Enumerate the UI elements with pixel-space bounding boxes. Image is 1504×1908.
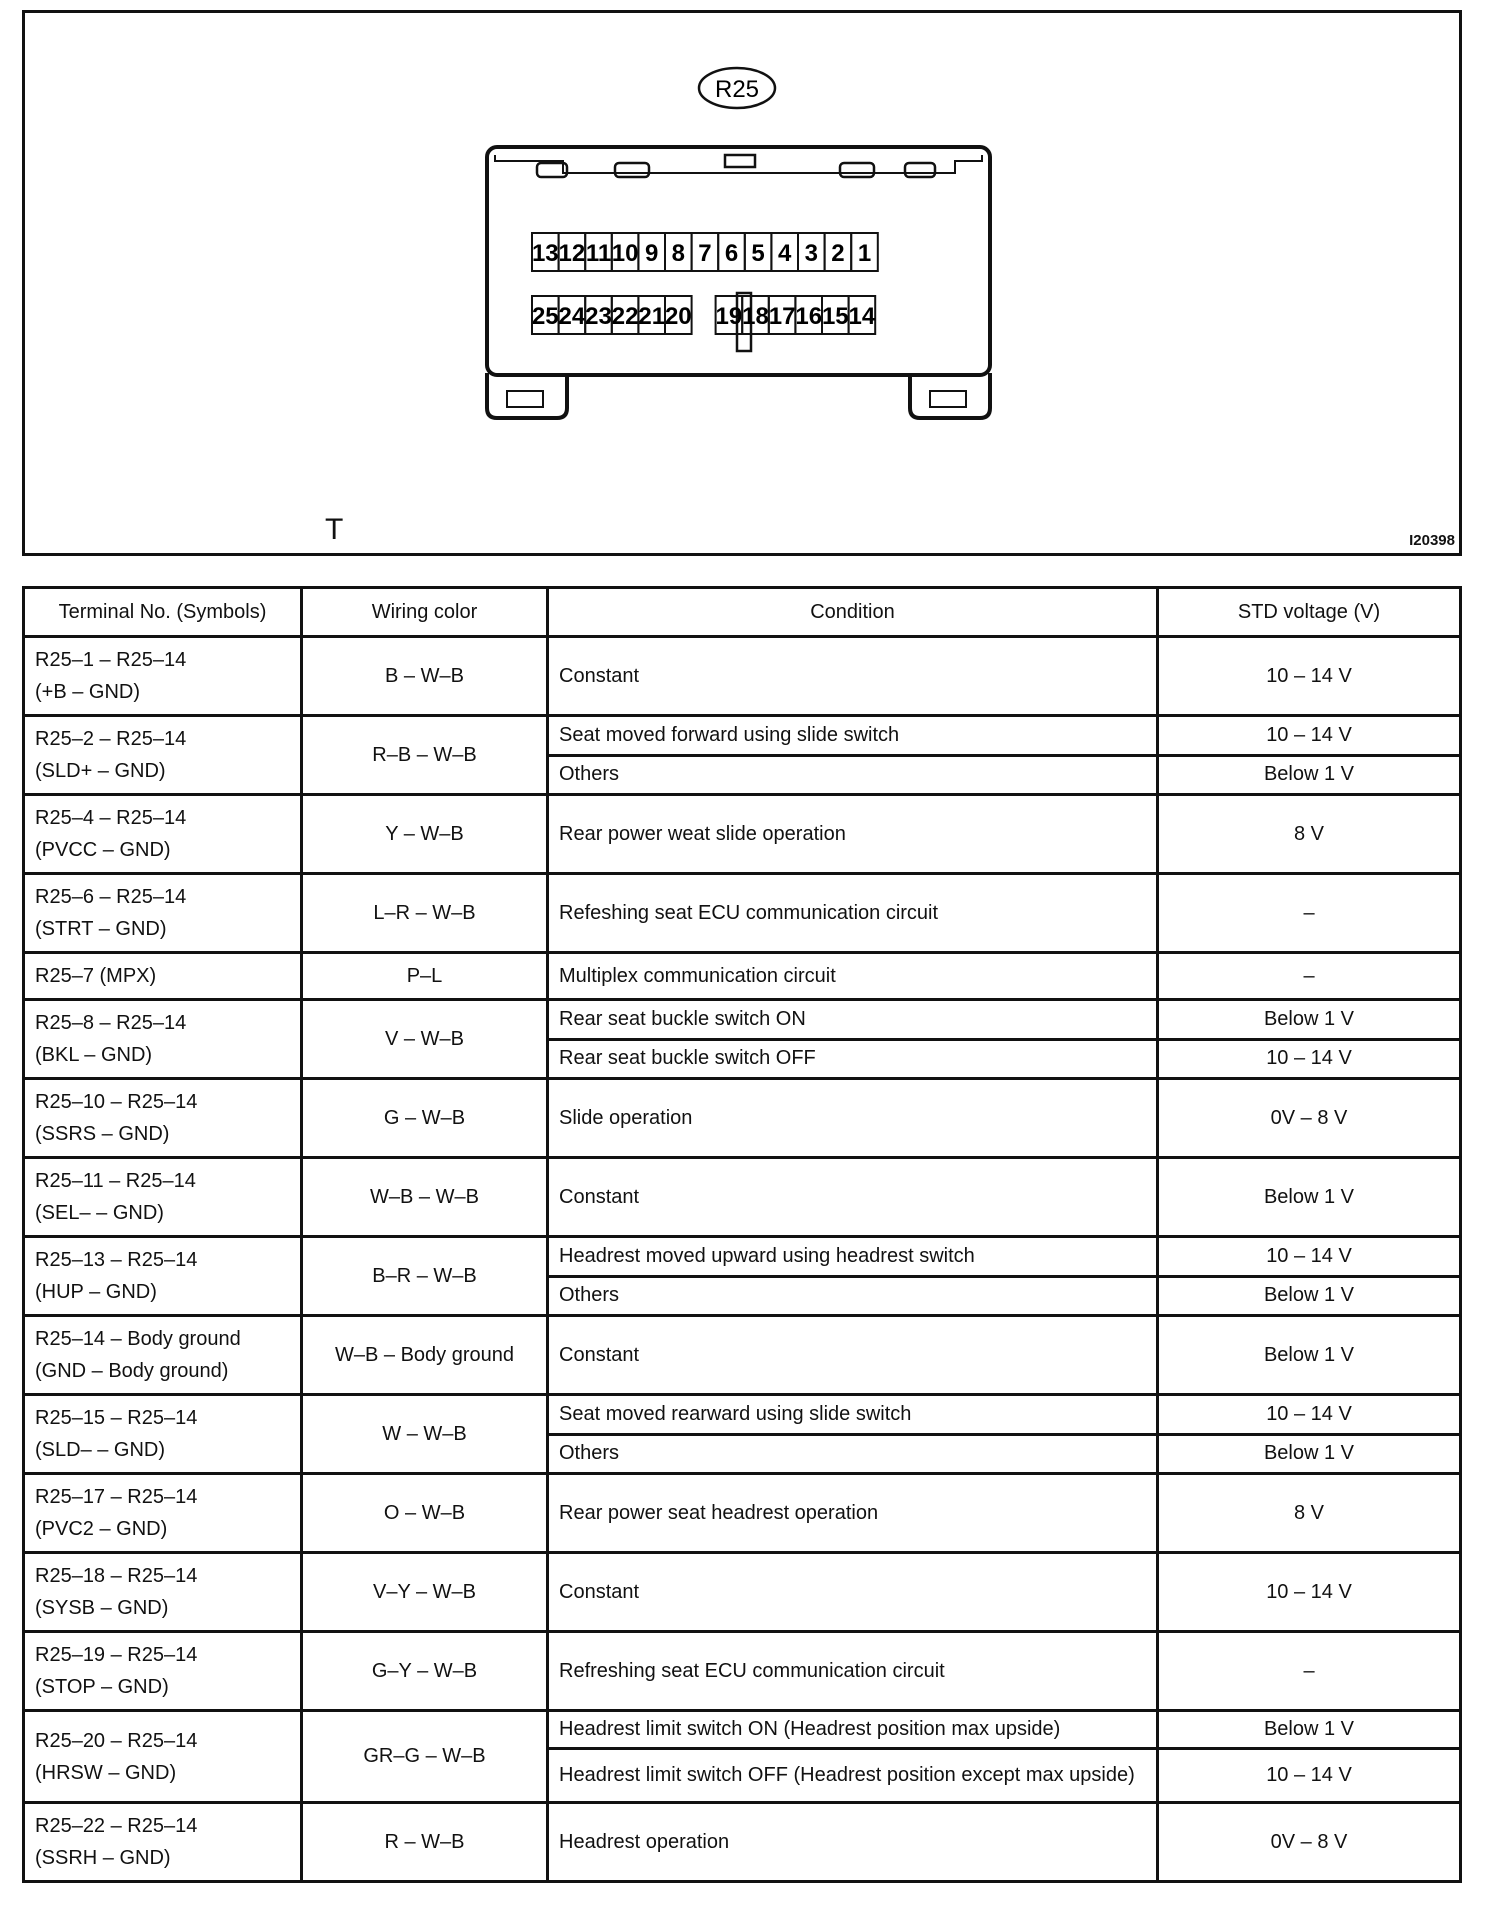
terminal-symbols: (BKL – GND) xyxy=(35,1044,153,1066)
table-row xyxy=(24,716,1461,756)
table-row xyxy=(24,795,1461,874)
std-voltage-cell: 10 – 14 V xyxy=(1158,1395,1461,1435)
table-row xyxy=(24,1237,1461,1277)
std-voltage-cell: Below 1 V xyxy=(1158,1276,1461,1316)
terminal-number: R25–20 – R25–14 xyxy=(35,1729,198,1752)
std-voltage-cell: 8 V xyxy=(1158,795,1461,874)
pin-number: 11 xyxy=(585,240,612,267)
terminal-symbols: (SEL– – GND) xyxy=(35,1202,164,1224)
terminal-cell xyxy=(24,637,302,716)
table-row xyxy=(24,1711,1461,1749)
std-voltage-cell: 10 – 14 V xyxy=(1158,716,1461,756)
terminal-symbols: (SYSB – GND) xyxy=(35,1597,169,1619)
connector-drawing xyxy=(25,13,1459,553)
wiring-color-cell: W–B – Body ground xyxy=(302,1316,548,1395)
wiring-color-cell: G – W–B xyxy=(302,1079,548,1158)
terminal-cell xyxy=(24,1803,302,1882)
pin-cell xyxy=(795,296,822,334)
terminal-number: R25–17 – R25–14 xyxy=(35,1486,198,1508)
terminal-cell xyxy=(24,1474,302,1553)
terminal-cell xyxy=(24,1316,302,1395)
pin-number: 16 xyxy=(795,303,823,330)
table-row xyxy=(24,1632,1461,1711)
pin-cell xyxy=(638,233,665,271)
condition-cell: Refreshing seat ECU communication circuit xyxy=(548,1632,1158,1711)
table-header-row xyxy=(24,588,1461,637)
pin-cell xyxy=(532,233,559,271)
table-row xyxy=(24,1395,1461,1435)
pin-cell xyxy=(612,233,639,271)
wiring-color-cell: P–L xyxy=(302,953,548,1000)
pin-number: 3 xyxy=(804,240,818,267)
terminal-cell xyxy=(24,1000,302,1079)
wiring-color-cell: B–R – W–B xyxy=(302,1237,548,1316)
pin-cell xyxy=(798,233,825,271)
condition-cell: Others xyxy=(548,1434,1158,1474)
wiring-color-cell: G–Y – W–B xyxy=(302,1632,548,1711)
header-std-voltage: STD voltage (V) xyxy=(1158,588,1461,637)
terminal-number: R25–22 – R25–14 xyxy=(35,1815,198,1837)
table-body xyxy=(24,637,1461,1882)
terminal-symbols: (SSRH – GND) xyxy=(35,1847,171,1869)
pin-number: 20 xyxy=(664,303,692,330)
pin-cell xyxy=(532,296,559,334)
wiring-color-cell: B – W–B xyxy=(302,637,548,716)
wiring-color-cell: W – W–B xyxy=(302,1395,548,1474)
condition-cell: Rear power seat headrest operation xyxy=(548,1474,1158,1553)
pin-number: 24 xyxy=(558,303,586,330)
terminal-cell xyxy=(24,1632,302,1711)
pin-cell xyxy=(638,296,665,334)
condition-cell: Slide operation xyxy=(548,1079,1158,1158)
std-voltage-cell: 10 – 14 V xyxy=(1158,637,1461,716)
pin-number: 22 xyxy=(611,303,639,330)
condition-cell: Others xyxy=(548,755,1158,795)
terminal-cell xyxy=(24,1711,302,1803)
terminal-number: R25–15 – R25–14 xyxy=(35,1407,198,1429)
wiring-color-cell: L–R – W–B xyxy=(302,874,548,953)
terminal-cell xyxy=(24,795,302,874)
terminal-symbols: (GND – Body ground) xyxy=(35,1360,229,1382)
pin-number: 8 xyxy=(671,240,685,267)
table-row xyxy=(24,1079,1461,1158)
pin-cell xyxy=(665,233,692,271)
pin-number: 1 xyxy=(857,240,872,267)
condition-cell: Headrest moved upward using headrest switch xyxy=(548,1237,1158,1277)
terminal-number: R25–18 – R25–14 xyxy=(35,1565,198,1587)
pin-number: 21 xyxy=(638,303,666,330)
wiring-color-cell: W–B – W–B xyxy=(302,1158,548,1237)
std-voltage-cell: 10 – 14 V xyxy=(1158,1039,1461,1079)
pin-cell xyxy=(585,296,612,334)
terminal-symbols: (SSRS – GND) xyxy=(35,1123,170,1145)
table-row xyxy=(24,1474,1461,1553)
std-voltage-cell: Below 1 V xyxy=(1158,1000,1461,1040)
wiring-color-cell: R–B – W–B xyxy=(302,716,548,795)
std-voltage-cell: 10 – 14 V xyxy=(1158,1749,1461,1803)
terminal-symbols: (PVC2 – GND) xyxy=(35,1518,168,1540)
pin-cell xyxy=(692,233,719,271)
pin-cell xyxy=(849,296,876,334)
condition-cell: Rear power weat slide operation xyxy=(548,795,1158,874)
condition-cell: Headrest limit switch OFF (Headrest position except max upside) xyxy=(548,1749,1158,1803)
wiring-color-cell: O – W–B xyxy=(302,1474,548,1553)
pin-number: 13 xyxy=(531,240,559,267)
pin-cell xyxy=(559,296,586,334)
pin-number: 10 xyxy=(611,240,639,267)
condition-cell: Rear seat buckle switch ON xyxy=(548,1000,1158,1040)
terminal-number: R25–14 – Body ground xyxy=(35,1328,241,1350)
terminal-number: R25–11 – R25–14 xyxy=(35,1170,196,1192)
terminal-number: R25–1 – R25–14 xyxy=(35,649,187,671)
terminal-number: R25–13 – R25–14 xyxy=(35,1249,198,1271)
terminal-cell xyxy=(24,1158,302,1237)
connector-label: R25 xyxy=(714,76,760,103)
connector-diagram-panel xyxy=(22,10,1462,556)
std-voltage-cell: – xyxy=(1158,1632,1461,1711)
pin-number: 18 xyxy=(742,303,769,330)
table-row xyxy=(24,1000,1461,1040)
wiring-color-cell: R – W–B xyxy=(302,1803,548,1882)
pin-cell xyxy=(851,233,878,271)
pin-cell xyxy=(612,296,639,334)
pin-cell xyxy=(769,296,796,334)
std-voltage-cell: Below 1 V xyxy=(1158,1158,1461,1237)
terminal-cell xyxy=(24,874,302,953)
condition-cell: Others xyxy=(548,1276,1158,1316)
terminal-number: R25–19 – R25–14 xyxy=(35,1644,198,1666)
terminal-voltage-table xyxy=(22,586,1462,1883)
pin-cell xyxy=(745,233,772,271)
pin-cell xyxy=(742,296,769,334)
std-voltage-cell: 8 V xyxy=(1158,1474,1461,1553)
table-row xyxy=(24,1553,1461,1632)
pin-row-bottom xyxy=(532,296,876,334)
table-row xyxy=(24,637,1461,716)
pin-number: 6 xyxy=(724,240,739,267)
std-voltage-cell: – xyxy=(1158,874,1461,953)
pin-row-top xyxy=(532,233,878,271)
condition-cell: Multiplex communication circuit xyxy=(548,953,1158,1000)
header-condition: Condition xyxy=(548,588,1158,637)
terminal-symbols: (HRSW – GND) xyxy=(35,1761,177,1784)
condition-cell: Seat moved rearward using slide switch xyxy=(548,1395,1158,1435)
terminal-cell xyxy=(24,1553,302,1632)
pin-number: 7 xyxy=(698,240,712,267)
terminal-number: R25–8 – R25–14 xyxy=(35,1012,187,1034)
terminal-cell xyxy=(24,953,302,1000)
terminal-number: R25–2 – R25–14 xyxy=(35,728,187,750)
condition-cell: Headrest limit switch ON (Headrest position max upside) xyxy=(548,1711,1158,1749)
pin-number: 12 xyxy=(558,240,586,267)
terminal-symbols: (+B – GND) xyxy=(35,681,141,703)
pin-cell xyxy=(718,233,745,271)
pin-number: 9 xyxy=(645,240,659,267)
wiring-color-cell: V–Y – W–B xyxy=(302,1553,548,1632)
condition-cell: Seat moved forward using slide switch xyxy=(548,716,1158,756)
terminal-symbols: (STOP – GND) xyxy=(35,1676,169,1698)
table-row xyxy=(24,874,1461,953)
pin-cell xyxy=(822,296,849,334)
pin-number: 5 xyxy=(751,240,765,267)
std-voltage-cell: 0V – 8 V xyxy=(1158,1803,1461,1882)
std-voltage-cell: – xyxy=(1158,953,1461,1000)
std-voltage-cell: Below 1 V xyxy=(1158,1711,1461,1749)
condition-cell: Rear seat buckle switch OFF xyxy=(548,1039,1158,1079)
pin-number: 14 xyxy=(848,303,876,330)
terminal-symbols: (STRT – GND) xyxy=(35,918,167,940)
pin-cell xyxy=(559,233,586,271)
pin-number: 19 xyxy=(715,303,743,330)
condition-cell: Constant xyxy=(548,1316,1158,1395)
pin-number: 15 xyxy=(821,303,849,330)
pin-number: 2 xyxy=(831,240,845,267)
std-voltage-cell: Below 1 V xyxy=(1158,1316,1461,1395)
std-voltage-cell: 0V – 8 V xyxy=(1158,1079,1461,1158)
terminal-cell xyxy=(24,1395,302,1474)
figure-id: I20398 xyxy=(1409,532,1455,549)
condition-cell: Headrest operation xyxy=(548,1803,1158,1882)
pin-cell xyxy=(665,296,692,334)
condition-cell: Refeshing seat ECU communication circuit xyxy=(548,874,1158,953)
terminal-symbols: (PVCC – GND) xyxy=(35,839,171,861)
terminal-number: R25–10 – R25–14 xyxy=(35,1091,198,1113)
std-voltage-cell: Below 1 V xyxy=(1158,755,1461,795)
table-row xyxy=(24,1803,1461,1882)
terminal-cell xyxy=(24,716,302,795)
pin-cell xyxy=(585,233,612,271)
terminal-symbols: (SLD+ – GND) xyxy=(35,760,166,782)
pin-number: 25 xyxy=(531,303,559,330)
pin-cell xyxy=(771,233,798,271)
pin-number: 23 xyxy=(585,303,612,330)
pin-number: 4 xyxy=(778,240,792,267)
wiring-color-cell: GR–G – W–B xyxy=(302,1711,548,1803)
terminal-number: R25–4 – R25–14 xyxy=(35,807,187,829)
terminal-cell xyxy=(24,1237,302,1316)
condition-cell: Constant xyxy=(548,1158,1158,1237)
terminal-number: R25–7 (MPX) xyxy=(35,965,157,987)
std-voltage-cell: 10 – 14 V xyxy=(1158,1237,1461,1277)
terminal-symbols: (SLD– – GND) xyxy=(35,1439,166,1461)
table-row xyxy=(24,953,1461,1000)
pin-cell xyxy=(825,233,852,271)
pin-number: 17 xyxy=(768,303,796,330)
terminal-number: R25–6 – R25–14 xyxy=(35,886,187,908)
std-voltage-cell: 10 – 14 V xyxy=(1158,1553,1461,1632)
terminal-symbols: (HUP – GND) xyxy=(35,1281,157,1303)
header-terminal: Terminal No. (Symbols) xyxy=(24,588,302,637)
wiring-color-cell: V – W–B xyxy=(302,1000,548,1079)
wiring-color-cell: Y – W–B xyxy=(302,795,548,874)
table-row xyxy=(24,1316,1461,1395)
table-row xyxy=(24,1158,1461,1237)
condition-cell: Constant xyxy=(548,1553,1158,1632)
terminal-cell xyxy=(24,1079,302,1158)
std-voltage-cell: Below 1 V xyxy=(1158,1434,1461,1474)
condition-cell: Constant xyxy=(548,637,1158,716)
view-label: T xyxy=(325,513,344,546)
header-wiring-color: Wiring color xyxy=(302,588,548,637)
